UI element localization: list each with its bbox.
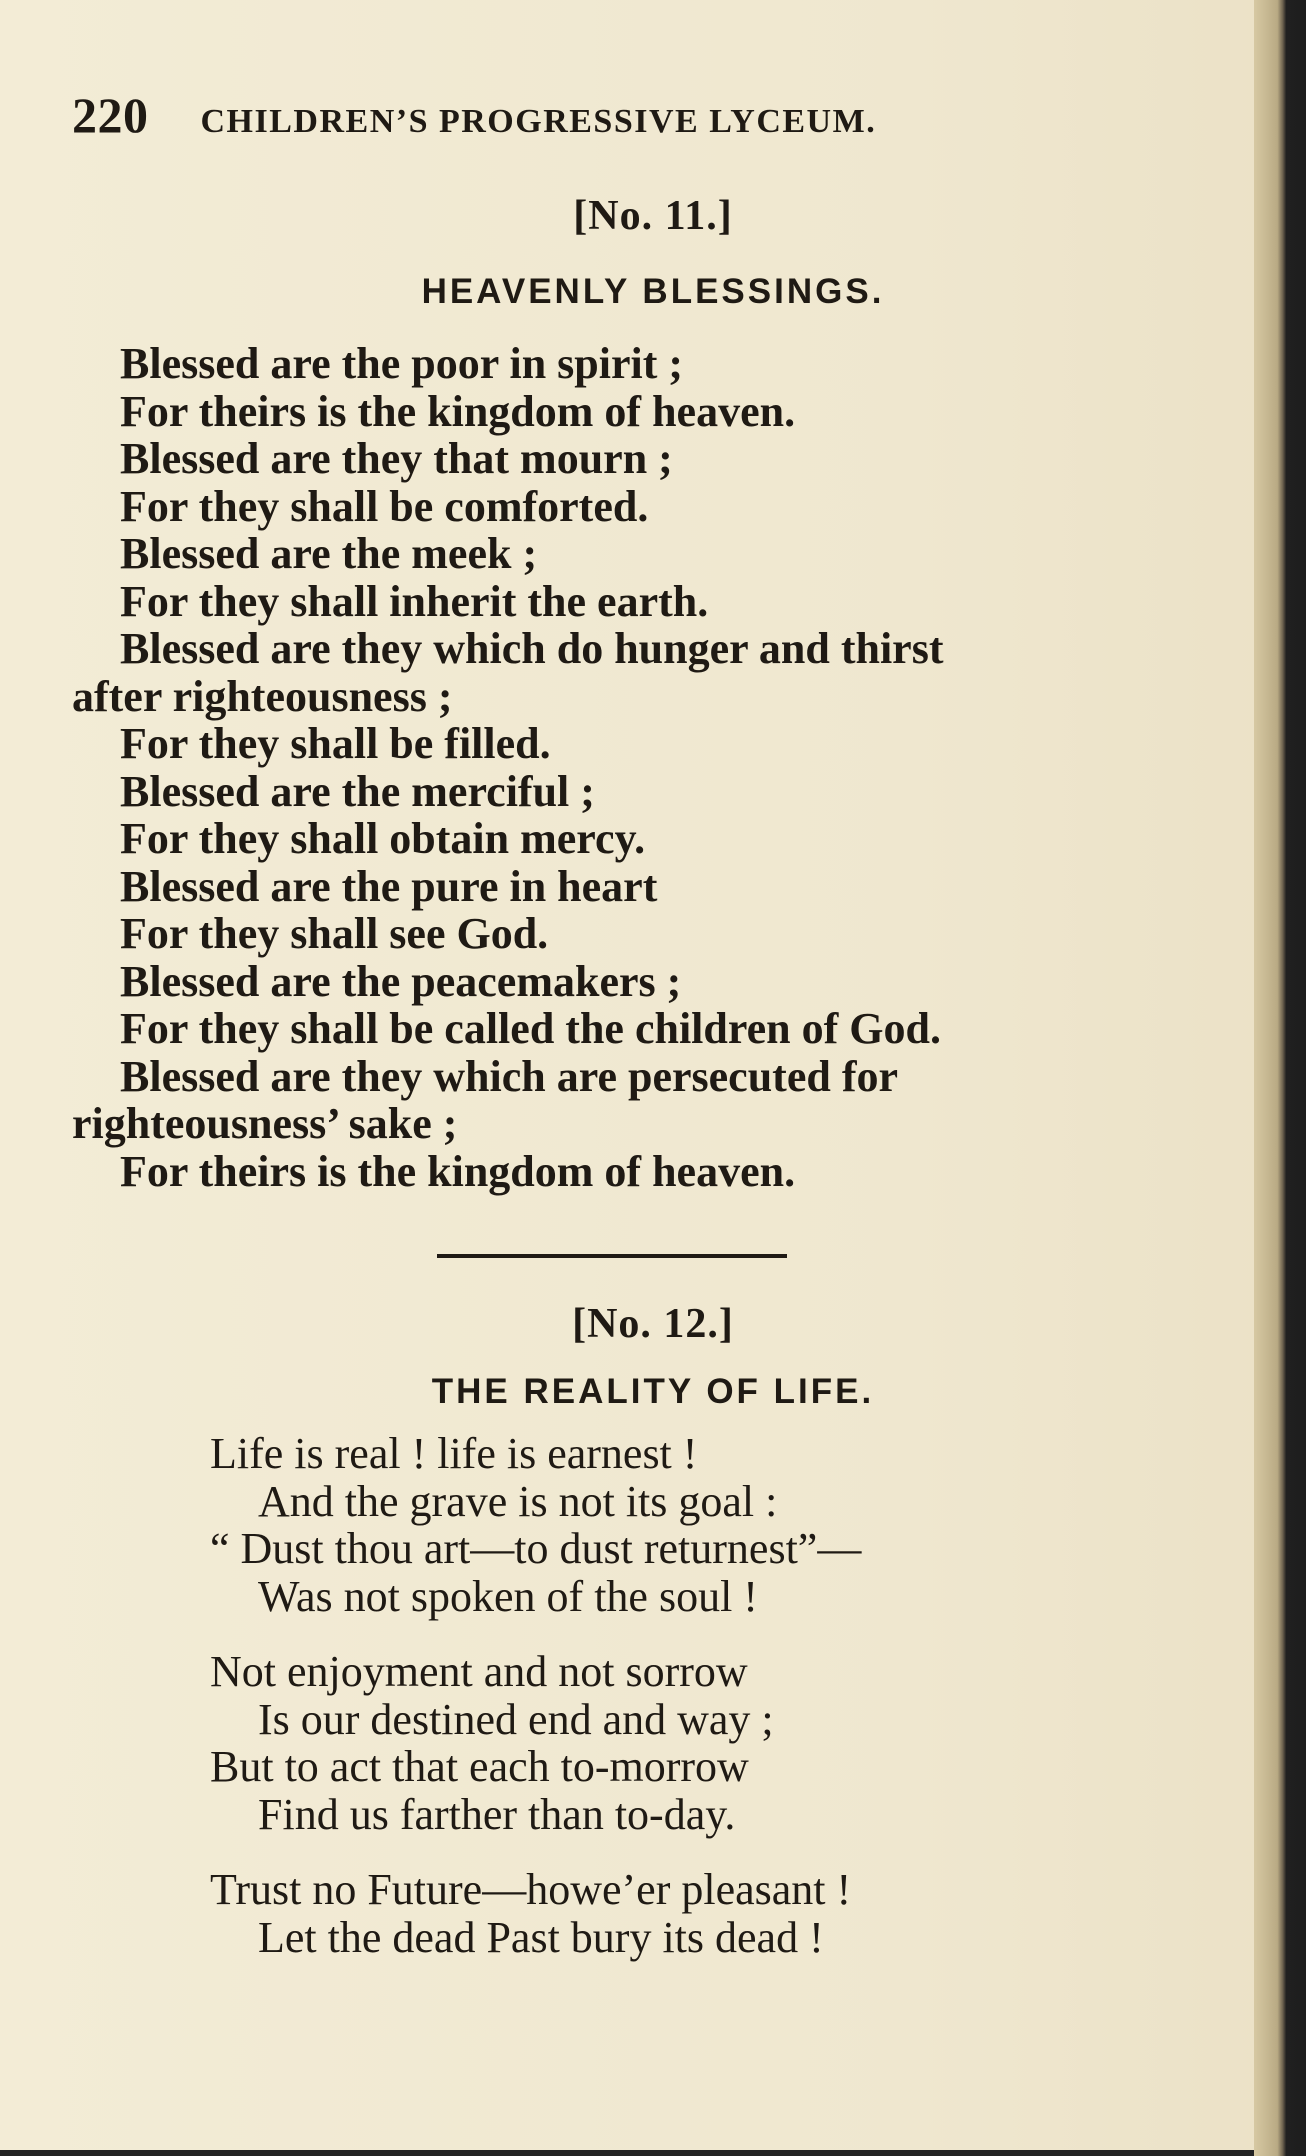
poem-line: Was not spoken of the soul !: [258, 1571, 758, 1621]
section-divider: [437, 1254, 787, 1258]
poem-line: Blessed are the poor in spirit ;: [120, 339, 684, 388]
poem-line: For they shall see God.: [120, 909, 549, 958]
poem-line: Not enjoyment and not sorrow: [210, 1647, 748, 1696]
page-number: 220: [72, 87, 149, 143]
poem-line: Let the dead Past bury its dead !: [258, 1912, 824, 1962]
poem-line: And the grave is not its goal :: [258, 1476, 778, 1526]
page-header: [72, 86, 876, 144]
page-bottom-edge: [0, 2150, 1254, 2156]
running-head: CHILDREN’S PROGRESSIVE LYCEUM.: [200, 103, 877, 140]
poem-reality-of-life: [210, 1430, 1110, 1989]
poem-line: But to act that each to-morrow: [210, 1742, 749, 1791]
poem-line: For they shall be filled.: [120, 719, 551, 768]
poem-line: Blessed are they which are persecuted for: [120, 1051, 899, 1101]
stanza: [210, 1430, 1110, 1620]
poem-line: Life is real ! life is earnest !: [210, 1429, 698, 1478]
poem-line: Blessed are they which do hunger and thirst: [120, 624, 944, 673]
poem-line: Blessed are the meek ;: [120, 529, 538, 578]
section-number-12: [No. 12.]: [572, 1301, 734, 1347]
poem-line: Is our destined end and way ;: [258, 1694, 774, 1744]
poem-line: Find us farther than to-day.: [258, 1789, 736, 1839]
section-title-heavenly-blessings: HEAVENLY BLESSINGS.: [421, 272, 885, 311]
book-spine: [1254, 0, 1306, 2156]
poem-heavenly-blessings: [72, 340, 1172, 1195]
poem-line: For theirs is the kingdom of heaven.: [120, 386, 796, 436]
section-number-11: [No. 11.]: [573, 193, 733, 239]
poem-line: Blessed are the merciful ;: [120, 766, 595, 816]
stanza: [210, 1648, 1110, 1838]
poem-line: Blessed are they that mourn ;: [120, 434, 673, 483]
poem-line: For they shall obtain mercy.: [120, 814, 646, 863]
poem-line: For theirs is the kingdom of heaven.: [120, 1146, 796, 1196]
poem-line: after righteousness ;: [72, 671, 453, 721]
section-title-reality-of-life: THE REALITY OF LIFE.: [431, 1372, 875, 1411]
poem-line: For they shall be called the children of God.: [120, 1004, 941, 1053]
poem-line: Blessed are the peacemakers ;: [120, 956, 682, 1006]
poem-line: For they shall inherit the earth.: [120, 576, 709, 626]
poem-line: For they shall be comforted.: [120, 481, 649, 531]
poem-line: “ Dust thou art—to dust returnest”—: [210, 1524, 862, 1573]
poem-line: righteousness’ sake ;: [72, 1099, 458, 1148]
stanza: [210, 1866, 1110, 1961]
poem-line: Blessed are the pure in heart: [120, 861, 658, 911]
poem-line: Trust no Future—howe’er pleasant !: [210, 1865, 852, 1914]
